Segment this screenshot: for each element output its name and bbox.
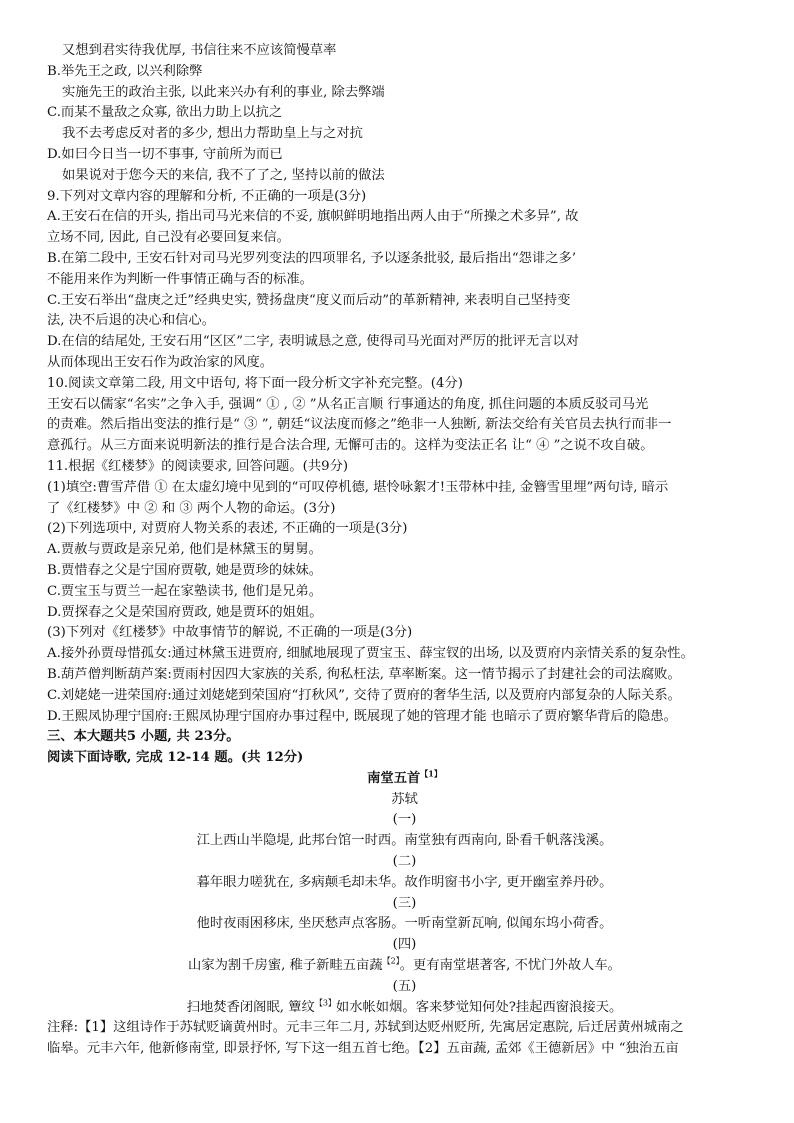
poem-block [47, 769, 762, 1019]
text-line: 我不去考虑反对者的多少, 想出力帮助皇上与之对抗 [62, 126, 363, 142]
stanza-text: 暮年眼力嗟犹在, 多病颠毛却未华。故作明窗书小字, 更开幽室养丹砂。 [196, 874, 613, 890]
poem-title: 南堂五首$^{【1】}$ [367, 768, 442, 786]
text-line: 9.下列对文章内容的理解和分析, 不正确的一项是(3分) [47, 188, 367, 204]
question-text-block [47, 41, 762, 769]
text-line: 法, 决不后退的决心和信心。 [47, 313, 216, 329]
stanza-number: (三) [392, 895, 417, 911]
text-line: B.举先王之政, 以兴利除弊 [47, 63, 203, 79]
stanza-number: (一) [392, 812, 417, 828]
text-line: B.贾惜春之父是宁国府贾敬, 她是贾珍的妹妹。 [47, 562, 323, 578]
note-line: 临皋。元丰六年, 他新修南堂, 即景抒怀, 写下这一组五首七绝。【2】五亩蔬, 孟郊《王德新居》中 “独治五亩 [47, 1041, 679, 1057]
text-line: C.刘姥姥一进荣国府:通过刘姥姥到荣国府“打秋风”, 交待了贾府的奢华生活, 以及贾府内部复杂的人际关系。 [47, 687, 681, 703]
text-line: 不能用来作为判断一件事情正确与否的标准。 [47, 271, 313, 287]
stanza-text: 江上西山半隐堤, 此邦台馆一时西。南堂独有西南向, 卧看千帆落浅溪。 [196, 833, 613, 849]
stanza-text [47, 956, 762, 977]
stanza-text-part: 。更有南堂堪著客, 不忧门外故人车。 [399, 958, 621, 974]
text-line: 阅读下面诗歌, 完成 12-14 题。(共 12分) [47, 750, 304, 766]
text-line: 意孤行。从三方面来说明新法的推行是合法合理, 无懈可击的。这样为变法正名 让“ ④ ”之说不攻自破。 [47, 438, 654, 454]
stanza-number: (四) [392, 937, 417, 953]
stanza-text-part: 扫地焚香闭阁眠, 簟纹 [186, 999, 315, 1015]
stanza-text: 他时夜雨困移床, 坐厌愁声点客肠。一听南堂新瓦响, 似闻东坞小荷香。 [196, 916, 613, 932]
stanza-text-part: 如水帐如烟。客来梦觉知何处?挂起西窗浪接天。 [335, 999, 623, 1015]
text-line: 10.阅读文章第二段, 用文中语句, 将下面一段分析文字补充完整。(4分) [47, 375, 463, 391]
poem-author: 苏轼 [391, 791, 418, 807]
poem-stanzas [47, 810, 762, 1018]
text-line: A.贾赦与贾政是亲兄弟, 他们是林黛玉的舅舅。 [47, 542, 322, 558]
stanza-text-part: 山家为割千房蜜, 稚子新畦五亩蔬 [188, 958, 383, 974]
poem-notes [47, 1018, 762, 1060]
stanza-number: (二) [392, 854, 417, 870]
footnote-marker: 【3】 [314, 998, 336, 1008]
text-line: C.而某不量敌之众寡, 欲出力助上以抗之 [47, 105, 283, 121]
text-line: 如果说对于您今天的来信, 我不了了之, 坚持以前的做法 [62, 167, 385, 183]
note-line: 注释:【1】这组诗作于苏轼贬谪黄州时。元丰三年二月, 苏轼到达贬州贬所, 先寓居定惠院, 后迁居黄州城南之 [47, 1020, 684, 1036]
text-line: D.如曰今日当一切不事事, 守前所为而已 [47, 146, 283, 162]
stanza-number: (五) [392, 978, 417, 994]
text-line: 王安石以儒家“名实”之争入手, 强调“ ① , ② ”从名正言顺 行事通达的角度, 抓住问题的本质反驳司马光 [47, 396, 649, 412]
stanza-text [47, 998, 762, 1019]
text-line: 的责难。然后指出变法的推行是“ ③ ”, 朝廷“议法度而修之”绝非一人独断, 新法交给有关官员去执行而非一 [47, 417, 672, 433]
text-line: B.在第二段中, 王安石针对司马光罗列变法的四项罪名, 予以逐条批驳, 最后指出“怨诽之多’ [47, 250, 577, 266]
text-line: 立场不同, 因此, 自己没有必要回复来信。 [47, 230, 290, 246]
text-line: C.王安石举出“盘庚之迁”经典史实, 赞扬盘庚“度义而后动”的革新精神, 来表明自己坚持变 [47, 292, 571, 308]
text-line: A.王安石在信的开头, 指出司马光来信的不妥, 旗帜鲜明地指出两人由于“所操之术多异”, 故 [47, 209, 579, 225]
document-page [47, 41, 762, 1060]
text-line: (2)下列选项中, 对贾府人物关系的表述, 不正确的一项是(3分) [47, 521, 408, 537]
text-line: (1)填空:曹雪芹借 ① 在太虚幻境中见到的“可叹停机德, 堪怜咏絮才!玉带林中挂, 金簪雪里埋”两句诗, 暗示 [47, 479, 669, 495]
text-line: D.王熙凤协理宁国府:王熙凤协理宁国府办事过程中, 既展现了她的管理才能 也暗示了贾府繁华背后的隐患。 [47, 708, 677, 724]
text-line: D.在信的结尾处, 王安石用“区区”二字, 表明诚恳之意, 使得司马光面对严厉的批评无言以对 [47, 334, 580, 350]
text-line: 又想到君实待我优厚, 书信往来不应该简慢草率 [62, 43, 337, 58]
text-line: (3)下列对《红楼梦》中故事情节的解说, 不正确的一项是(3分) [47, 625, 413, 641]
text-line: 了《红楼梦》中 ② 和 ③ 两个人物的命运。(3分) [47, 500, 336, 516]
text-line: 从而体现出王安石作为政治家的风度。 [47, 354, 274, 370]
footnote-marker: 【2】 [382, 956, 400, 966]
poem-title-note: 【1】 [420, 768, 442, 779]
text-line: A.接外孙贾母惜孤女:通过林黛玉进贾府, 细腻地展现了贾宝玉、薛宝钗的出场, 以及贾府内亲情关系的复杂性。 [47, 646, 694, 662]
text-line: B.葫芦僧判断葫芦案:贾雨村因四大家族的关系, 徇私枉法, 草率断案。这一情节揭示了封建社会的司法腐败。 [47, 666, 681, 682]
text-line: D.贾探春之父是荣国府贾政, 她是贾环的姐姐。 [47, 604, 323, 620]
text-line: 三、本大题共5 小题, 共 23分。 [47, 729, 240, 745]
text-line: C.贾宝玉与贾兰一起在家塾读书, 他们是兄弟。 [47, 583, 323, 599]
text-line: 11.根据《红楼梦》的阅读要求, 回答问题。(共9分) [47, 458, 349, 474]
text-line: 实施先王的政治主张, 以此来兴办有利的事业, 除去弊端 [62, 84, 385, 100]
